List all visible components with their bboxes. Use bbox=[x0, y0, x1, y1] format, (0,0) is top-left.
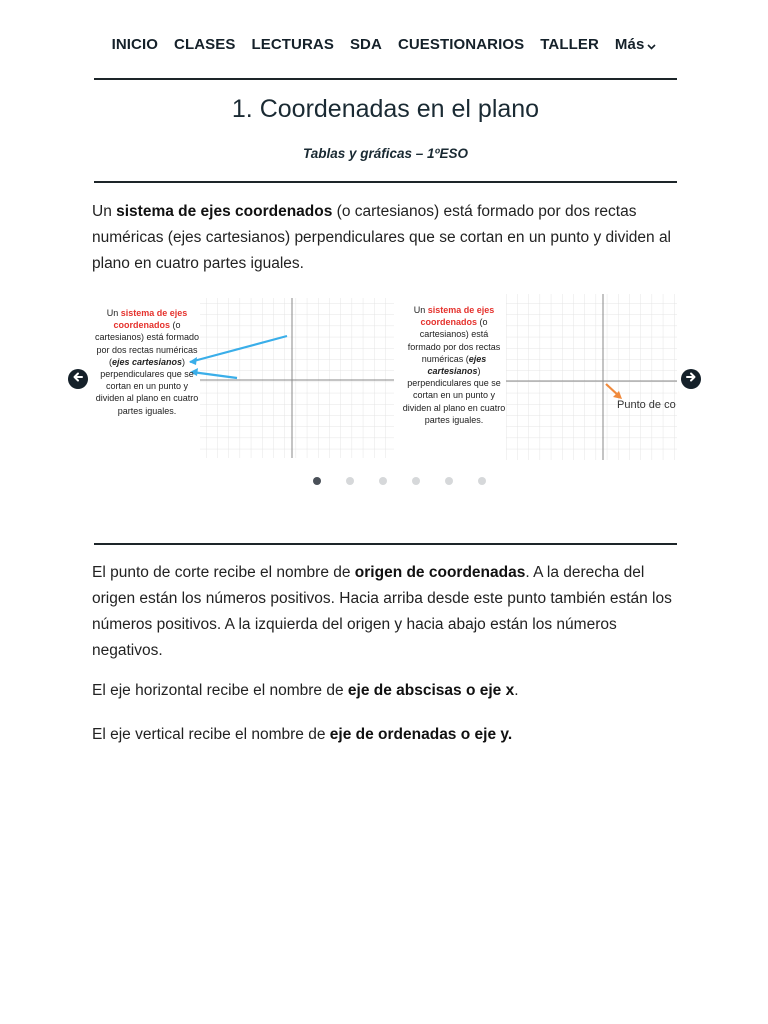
highlight-term: sistema de ejes coordenados bbox=[113, 308, 188, 331]
page-title: 1. Coordenadas en el plano bbox=[231, 95, 540, 123]
text: Un bbox=[106, 308, 121, 318]
text: Un bbox=[92, 203, 117, 220]
page-subtitle: Tablas y gráficas – 1ºESO bbox=[302, 146, 468, 161]
intro-paragraph bbox=[92, 199, 682, 277]
nav-more-menu[interactable] bbox=[615, 36, 656, 53]
text: El punto de corte recibe el nombre de bbox=[92, 564, 355, 581]
nav-cuestionarios[interactable]: CUESTIONARIOS bbox=[397, 36, 525, 53]
carousel-dot[interactable] bbox=[379, 477, 387, 485]
divider bbox=[94, 181, 677, 183]
nav-more-label: Más bbox=[614, 36, 645, 53]
nav-taller[interactable]: TALLER bbox=[540, 36, 599, 53]
chevron-down-icon bbox=[647, 41, 656, 53]
divider bbox=[94, 78, 677, 80]
nav-inicio[interactable]: INICIO bbox=[111, 36, 159, 53]
highlight-term: sistema de ejes coordenados bbox=[420, 305, 495, 328]
text: . A la derecha del origen están los números positivos. Hacia arriba desde este punto también están los números positivos. A la izquierda del origen y hacia abajo están los números negativos. bbox=[92, 564, 672, 659]
bold-term: sistema de ejes coordenados bbox=[116, 203, 333, 220]
text: El eje horizontal recibe el nombre de bbox=[92, 682, 348, 699]
text: ) perpendiculares que se cortan en un punto y dividen al plano en cuatro partes iguales. bbox=[95, 356, 199, 416]
bold-term: eje de ordenadas o eje y. bbox=[329, 726, 513, 743]
bold-italic-term: ejes cartesianos bbox=[111, 356, 183, 367]
divider bbox=[94, 543, 677, 545]
text: (o cartesianos) está formado por dos rectas numéricas (ejes cartesianos) perpendiculares que se cortan en un punto y dividen al plano en cuatro partes iguales. bbox=[92, 203, 672, 272]
slide-2-text bbox=[402, 304, 506, 426]
carousel-next-button[interactable] bbox=[681, 369, 701, 389]
top-nav bbox=[0, 36, 768, 53]
nav-sda[interactable]: SDA bbox=[349, 36, 382, 53]
bold-term: origen de coordenadas bbox=[354, 564, 526, 581]
bold-italic-term: ejes cartesianos bbox=[427, 353, 487, 377]
carousel-dot[interactable] bbox=[445, 477, 453, 485]
image-carousel bbox=[94, 292, 677, 462]
text: Un bbox=[413, 305, 428, 315]
slide-3-label: Punto de co bbox=[617, 399, 676, 411]
carousel-dot[interactable] bbox=[478, 477, 486, 485]
x-axis-paragraph bbox=[92, 678, 682, 704]
nav-lecturas[interactable]: LECTURAS bbox=[251, 36, 334, 53]
carousel-dot[interactable] bbox=[412, 477, 420, 485]
arrow-left-icon bbox=[72, 370, 84, 388]
coordinate-grid-image bbox=[506, 292, 677, 462]
carousel-dot[interactable] bbox=[346, 477, 354, 485]
text: (o cartesianos) está formado por dos rectas numéricas ( bbox=[407, 317, 501, 364]
text: El eje vertical recibe el nombre de bbox=[92, 726, 330, 743]
carousel-dot[interactable] bbox=[313, 477, 321, 485]
carousel-slide-3 bbox=[506, 292, 677, 462]
carousel-slide-1 bbox=[94, 292, 400, 462]
bold-term: eje de abscisas o eje x bbox=[347, 682, 515, 699]
carousel-prev-button[interactable] bbox=[68, 369, 88, 389]
text: . bbox=[514, 682, 519, 699]
text: ) perpendiculares que se cortan en un punto y dividen al plano en cuatro partes iguales. bbox=[402, 366, 506, 425]
y-axis-paragraph bbox=[92, 722, 682, 748]
text: (o cartesianos) está formado por dos rectas numéricas ( bbox=[94, 320, 200, 367]
origin-paragraph bbox=[92, 560, 682, 664]
carousel-slide-2 bbox=[400, 292, 504, 462]
carousel-dots bbox=[0, 477, 768, 485]
slide-1-text bbox=[94, 307, 200, 417]
nav-clases[interactable]: CLASES bbox=[174, 36, 236, 53]
arrow-right-icon bbox=[685, 370, 697, 388]
